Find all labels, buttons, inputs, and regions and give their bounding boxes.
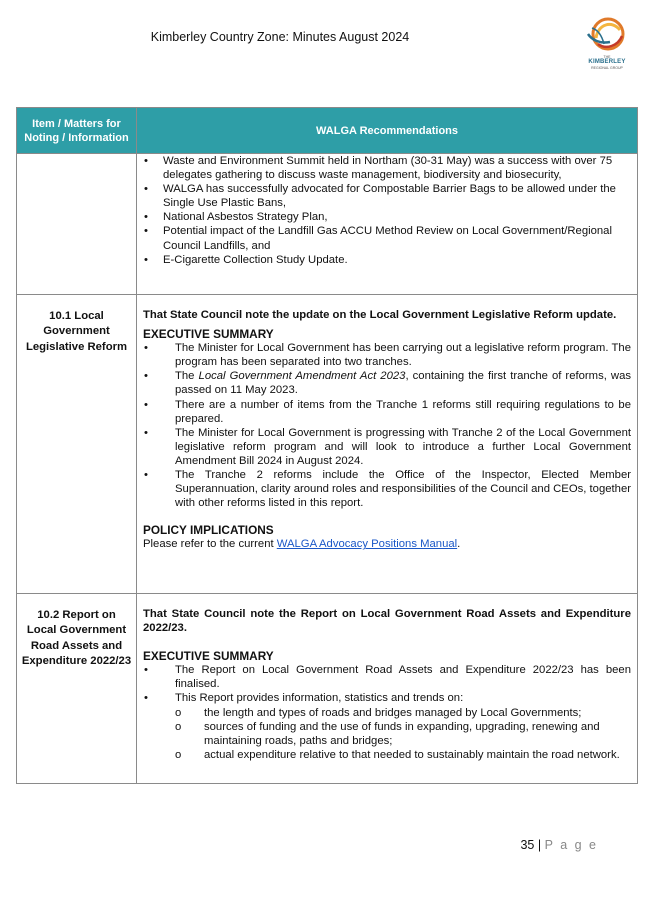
list-item: • E-Cigarette Collection Study Update. <box>144 253 348 266</box>
walga-advocacy-manual-link[interactable]: WALGA Advocacy Positions Manual <box>276 538 458 551</box>
recommendation-cell-10-1 <box>137 295 638 594</box>
recommendation-cell-10-2 <box>137 594 638 784</box>
policy-implications-heading: POLICY IMPLICATIONS <box>143 523 274 538</box>
recommendation-text: That State Council note the update on the Local Government Legislative Reform update. <box>143 309 617 321</box>
continued-bullets-cell <box>137 154 638 295</box>
table-header-row <box>17 108 638 154</box>
list-item: • WALGA has successfully advocated for Compostable Barrier Bags to be allowed under the Single Use Plastic Bans, <box>144 183 616 210</box>
page-number-footer <box>470 838 598 852</box>
table-row-continued <box>17 154 638 295</box>
column-header-recommendations: WALGA Recommendations <box>137 108 638 154</box>
minutes-table <box>16 107 638 784</box>
list-item: • Potential impact of the Landfill Gas ACCU Method Review on Local Government/Regional Council Landfills, and <box>144 225 612 252</box>
kimberley-regional-group-logo <box>582 14 632 70</box>
list-item: • National Asbestos Strategy Plan, <box>144 211 328 224</box>
list-item: • The Tranche 2 reforms include the Office of the Inspector, Elected Member Superannuation, clarity around roles and responsibilities of the Council and CEOs, together with other reforms listed in this report. <box>144 469 631 510</box>
sub-list-item: o the length and types of roads and bridges managed by Local Governments; <box>175 706 582 719</box>
item-cell-empty <box>17 154 137 295</box>
page-header-title: Kimberley Country Zone: Minutes August 2024 <box>150 30 410 44</box>
logo-text-sub: REGIONAL GROUP <box>591 66 623 70</box>
list-item: • The Local Government Amendment Act 2023, containing the first tranche of reforms, was passed on 11 May 2023. <box>144 370 632 397</box>
list-item: • The Minister for Local Government is progressing with Tranche 2 of the Local Government legislative reform program and will look to introduce a further Local Government Amendment Bill 2024 in August 2024. <box>144 426 631 467</box>
sub-list-item: o actual expenditure relative to that needed to sustainably maintain the road network. <box>175 748 620 761</box>
logo-swirl-icon <box>582 14 632 56</box>
item-cell-10-1: 10.1 Local Government Legislative Reform <box>17 295 137 594</box>
table-row-10-1 <box>17 295 638 594</box>
list-item: • The Report on Local Government Road Assets and Expenditure 2022/23 has been finalised. <box>144 664 631 691</box>
table-row-10-2 <box>17 594 638 784</box>
policy-text: Please refer to the current WALGA Advocacy Positions Manual. <box>143 538 461 551</box>
list-item: • This Report provides information, statistics and trends on: <box>144 692 464 705</box>
page-number: 35 <box>520 838 535 852</box>
page-label: P a g e <box>544 838 598 852</box>
executive-summary-heading: EXECUTIVE SUMMARY <box>143 649 274 664</box>
logo-text-top: THE <box>603 55 611 59</box>
page-separator: | <box>537 838 542 852</box>
executive-summary-heading: EXECUTIVE SUMMARY <box>143 327 274 342</box>
column-header-item: Item / Matters for Noting / Information <box>17 108 137 154</box>
sub-list-item: o sources of funding and the use of funds in expanding, upgrading, renewing and maintaining roads, paths and bridges; <box>175 720 600 747</box>
item-cell-10-2: 10.2 Report on Local Government Road Assets and Expenditure 2022/23 <box>17 594 137 784</box>
list-item: • Waste and Environment Summit held in Northam (30-31 May) was a success with over 75 delegates gathering to discuss waste management, biodiversity and biosecurity, <box>144 155 613 182</box>
recommendation-text: That State Council note the Report on Local Government Road Assets and Expenditure 2022/23. <box>143 608 631 635</box>
list-item: • There are a number of items from the Tranche 1 reforms still requiring regulations to be prepared. <box>144 398 631 425</box>
logo-text-main: KIMBERLEY <box>588 59 626 65</box>
list-item: • The Minister for Local Government has been carrying out a legislative reform program. The program has been separated into two tranches. <box>144 342 631 369</box>
